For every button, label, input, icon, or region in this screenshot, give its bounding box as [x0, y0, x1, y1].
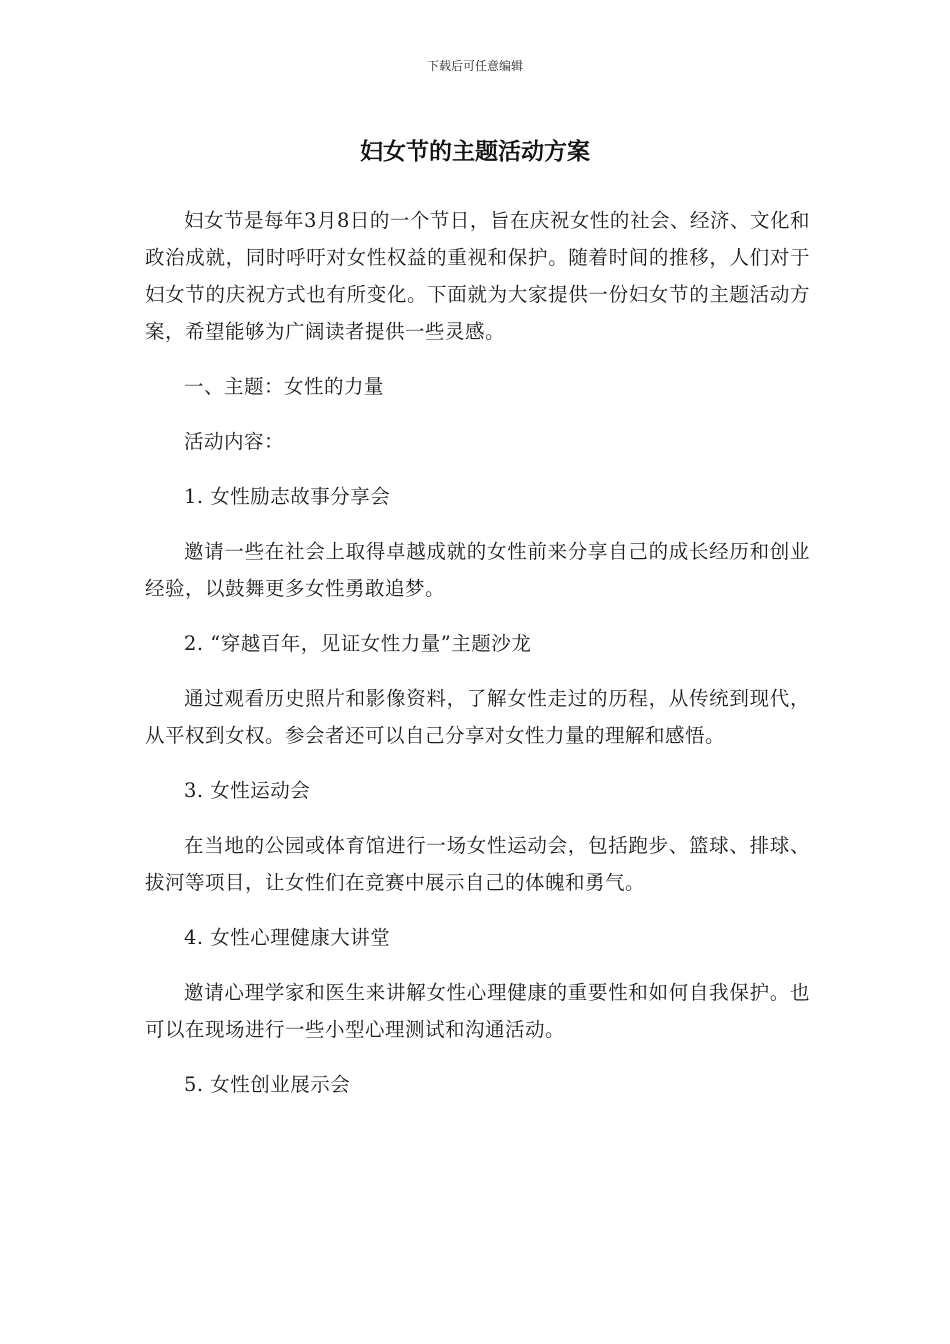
activity-heading-3: 3. 女性运动会 [184, 779, 311, 802]
activity-heading-2: 2. “穿越百年，见证女性力量”主题沙龙 [184, 632, 532, 655]
header-note: 下载后可任意编辑 [426, 59, 523, 73]
activity-description-2: 通过观看历史照片和影像资料，了解女性走过的历程，从传统到现代，从平权到女权。参会者还可以自己分享对女性力量的理解和感悟。 [145, 687, 810, 747]
activity-heading-4: 4. 女性心理健康大讲堂 [184, 926, 391, 949]
activities-label: 活动内容： [184, 430, 285, 453]
document-title: 妇女节的主题活动方案 [360, 139, 590, 165]
activity-heading-5: 5. 女性创业展示会 [184, 1073, 351, 1096]
activity-description-1: 邀请一些在社会上取得卓越成就的女性前来分享自己的成长经历和创业经验，以鼓舞更多女性勇敢追梦。 [145, 540, 810, 600]
section-heading-theme: 一、主题：女性的力量 [184, 375, 385, 398]
activity-heading-1: 1. 女性励志故事分享会 [184, 485, 391, 508]
activity-description-3: 在当地的公园或体育馆进行一场女性运动会，包括跑步、篮球、排球、拔河等项目，让女性们在竞赛中展示自己的体魄和勇气。 [145, 834, 810, 894]
activity-description-4: 邀请心理学家和医生来讲解女性心理健康的重要性和如何自我保护。也可以在现场进行一些小型心理测试和沟通活动。 [145, 981, 810, 1041]
document-body [145, 202, 810, 1121]
intro-paragraph: 妇女节是每年3月8日的一个节日，旨在庆祝女性的社会、经济、文化和政治成就，同时呼吁对女性权益的重视和保护。随着时间的推移，人们对于妇女节的庆祝方式也有所变化。下面就为大家提供一份妇女节的主题活动方案，希望能够为广阔读者提供一些灵感。 [145, 209, 810, 343]
